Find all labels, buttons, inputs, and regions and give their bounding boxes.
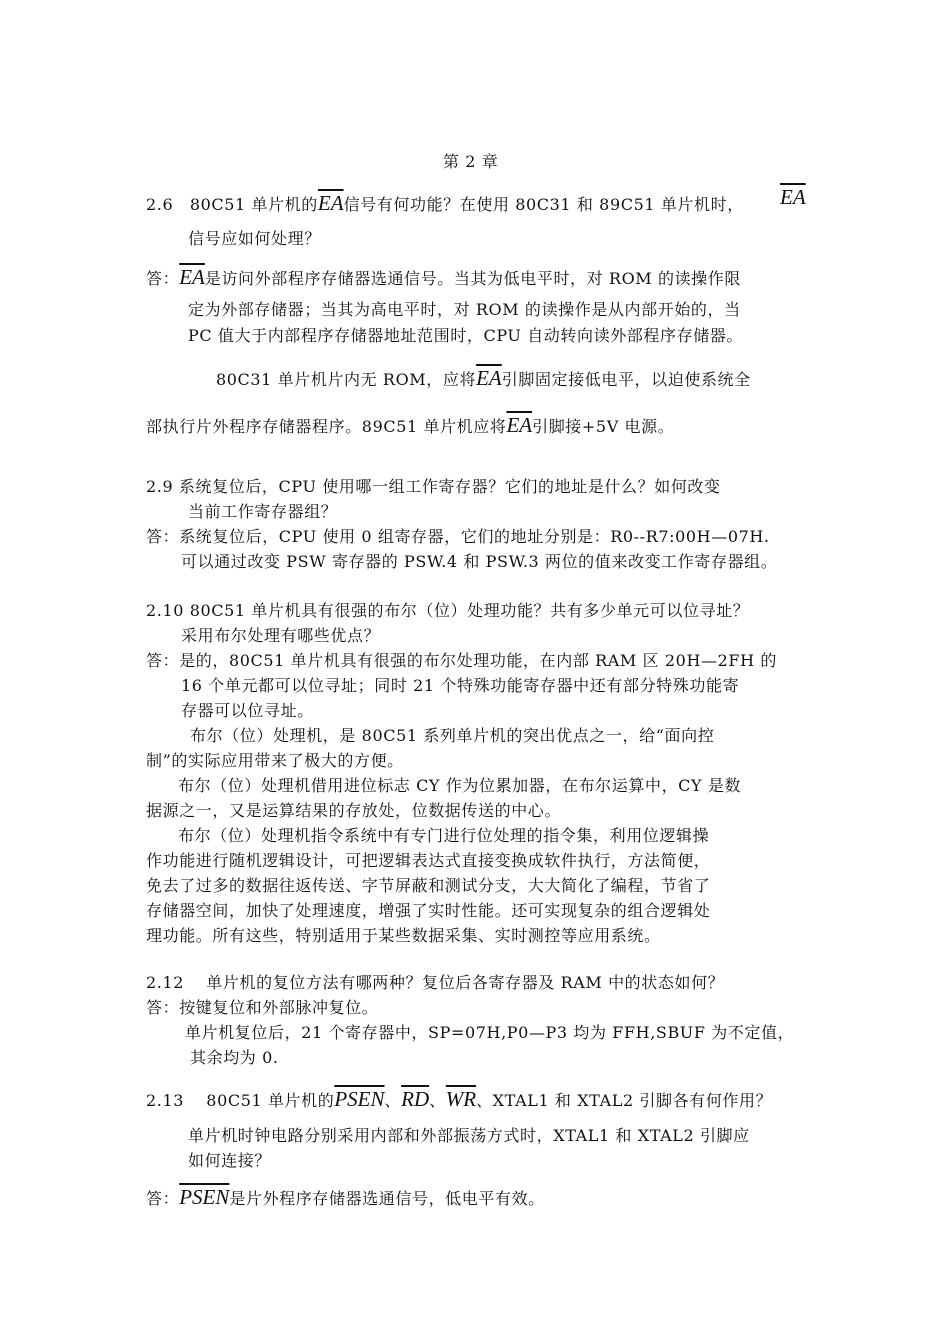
q2-10-line2: 采用布尔处理有哪些优点？ xyxy=(181,626,381,645)
answer-text: 部执行片外程序存储器程序。89C51 单片机应将 xyxy=(146,417,507,436)
answer-label: 答： xyxy=(146,269,180,288)
q2-10-answer-line9: 作功能进行随机逻辑设计，可把逻辑表达式直接变换成软件执行，方法简便， xyxy=(146,851,711,870)
q2-13-text: 、XTAL1 和 XTAL2 引脚各有何作用？ xyxy=(476,1091,773,1110)
q2-9-answer-line1: 答：系统复位后，CPU 使用 0 组寄存器，它们的地址分别是：R0--R7:00H—07H. xyxy=(146,527,770,546)
q2-13-text: 2.13 80C51 单片机的 xyxy=(146,1091,335,1110)
answer-label: 答： xyxy=(146,1189,180,1208)
ea-signal: $\overline{EA}$ xyxy=(506,413,533,437)
q2-10-answer-line12: 理功能。所有这些，特别适用于某些数据采集、实时测控等应用系统。 xyxy=(146,926,661,945)
answer-text: 引脚接+5V 电源。 xyxy=(532,417,675,436)
q2-6-text: 信号有何功能？在使用 80C31 和 89C51 单片机时， xyxy=(343,195,744,214)
ea-signal: $\overline{EA}$ xyxy=(780,185,806,209)
q2-10-line1: 2.10 80C51 单片机具有很强的布尔（位）处理功能？共有多少单元可以位寻址？ xyxy=(146,601,750,620)
rd-signal: $\overline{RD}$ xyxy=(401,1087,430,1111)
separator: 、 xyxy=(384,1091,402,1110)
q2-10-answer-line7: 据源之一，又是运算结果的存放处，位数据传送的中心。 xyxy=(146,801,562,820)
q2-9-line1: 2.9 系统复位后，CPU 使用哪一组工作寄存器？它们的地址是什么？如何改变 xyxy=(146,477,721,496)
q2-10-answer-line4: 布尔（位）处理机，是 80C51 系列单片机的突出优点之一，给“面向控 xyxy=(190,726,715,745)
q2-13-line1 xyxy=(146,1088,772,1112)
q2-6-text: 2.6 80C51 单片机的 xyxy=(146,195,318,214)
q2-10-answer-line11: 存储器空间，加快了处理速度，增强了实时性能。还可实现复杂的组合逻辑处 xyxy=(146,901,711,920)
ea-signal-end xyxy=(780,186,806,210)
q2-13-answer-line1 xyxy=(146,1186,545,1210)
q2-9-line2: 当前工作寄存器组？ xyxy=(188,502,338,521)
ea-signal: $\overline{EA}$ xyxy=(317,191,344,215)
answer-text: 是片外程序存储器选通信号，低电平有效。 xyxy=(229,1189,545,1208)
q2-10-answer-line1: 答：是的，80C51 单片机具有很强的布尔处理功能，在内部 RAM 区 20H—2FH 的 xyxy=(146,651,777,670)
q2-12-answer-line2: 单片机复位后，21 个寄存器中，SP=07H,P0—P3 均为 FFH,SBUF 为不定值， xyxy=(185,1023,795,1042)
psen-signal: PSEN xyxy=(179,1185,230,1209)
ea-signal: $\overline{EA}$ xyxy=(476,366,502,390)
answer-text: 80C31 单片机片内无 ROM，应将 xyxy=(216,370,477,389)
q2-10-answer-line2: 16 个单元都可以位寻址；同时 21 个特殊功能寄存器中还有部分特殊功能寄 xyxy=(181,676,740,695)
psen-signal: PSEN xyxy=(334,1087,385,1111)
q2-10-answer-line10: 免去了过多的数据往返传送、字节屏蔽和测试分支，大大简化了编程，节省了 xyxy=(146,876,711,895)
q2-12-answer-line1: 答：按键复位和外部脉冲复位。 xyxy=(146,998,379,1017)
q2-6-line2: 信号应如何处理？ xyxy=(188,229,321,248)
answer-text: 引脚固定接低电平，以迫使系统全 xyxy=(501,370,751,389)
q2-6-answer-line3: PC 值大于内部程序存储器地址范围时，CPU 自动转向读外部程序存储器。 xyxy=(188,326,743,345)
q2-10-answer-line6: 布尔（位）处理机借用进位标志 CY 作为位累加器，在布尔运算中，CY 是数 xyxy=(178,776,742,795)
q2-6-answer-line1 xyxy=(146,266,741,290)
ea-signal: $\overline{EA}$ xyxy=(179,265,205,289)
chapter-title: 第 2 章 xyxy=(443,152,499,171)
q2-10-answer-line5: 制”的实际应用带来了极大的方便。 xyxy=(146,751,404,770)
separator: 、 xyxy=(429,1091,446,1110)
q2-12-line1: 2.12 单片机的复位方法有哪两种？复位后各寄存器及 RAM 中的状态如何？ xyxy=(146,973,725,992)
q2-13-line3: 如何连接？ xyxy=(188,1151,272,1170)
q2-10-answer-line8: 布尔（位）处理机指令系统中有专门进行位处理的指令集，利用位逻辑操 xyxy=(178,826,710,845)
answer-text: 是访问外部程序存储器选通信号。当其为低电平时，对 ROM 的读操作限 xyxy=(204,269,741,288)
q2-12-answer-line3: 其余均为 0. xyxy=(190,1048,279,1067)
q2-10-answer-line3: 存器可以位寻址。 xyxy=(181,701,314,720)
q2-6-answer-line2: 定为外部存储器；当其为高电平时，对 ROM 的读操作是从内部开始的，当 xyxy=(188,300,741,319)
q2-6-answer-line4 xyxy=(216,367,751,391)
q2-6-line1 xyxy=(146,192,744,216)
q2-9-answer-line2: 可以通过改变 PSW 寄存器的 PSW.4 和 PSW.3 两位的值来改变工作寄存器组。 xyxy=(181,552,778,571)
q2-6-answer-line5 xyxy=(146,414,674,438)
wr-signal: $\overline{WR}$ xyxy=(445,1087,477,1111)
q2-13-line2: 单片机时钟电路分别采用内部和外部振荡方式时，XTAL1 和 XTAL2 引脚应 xyxy=(188,1126,750,1145)
